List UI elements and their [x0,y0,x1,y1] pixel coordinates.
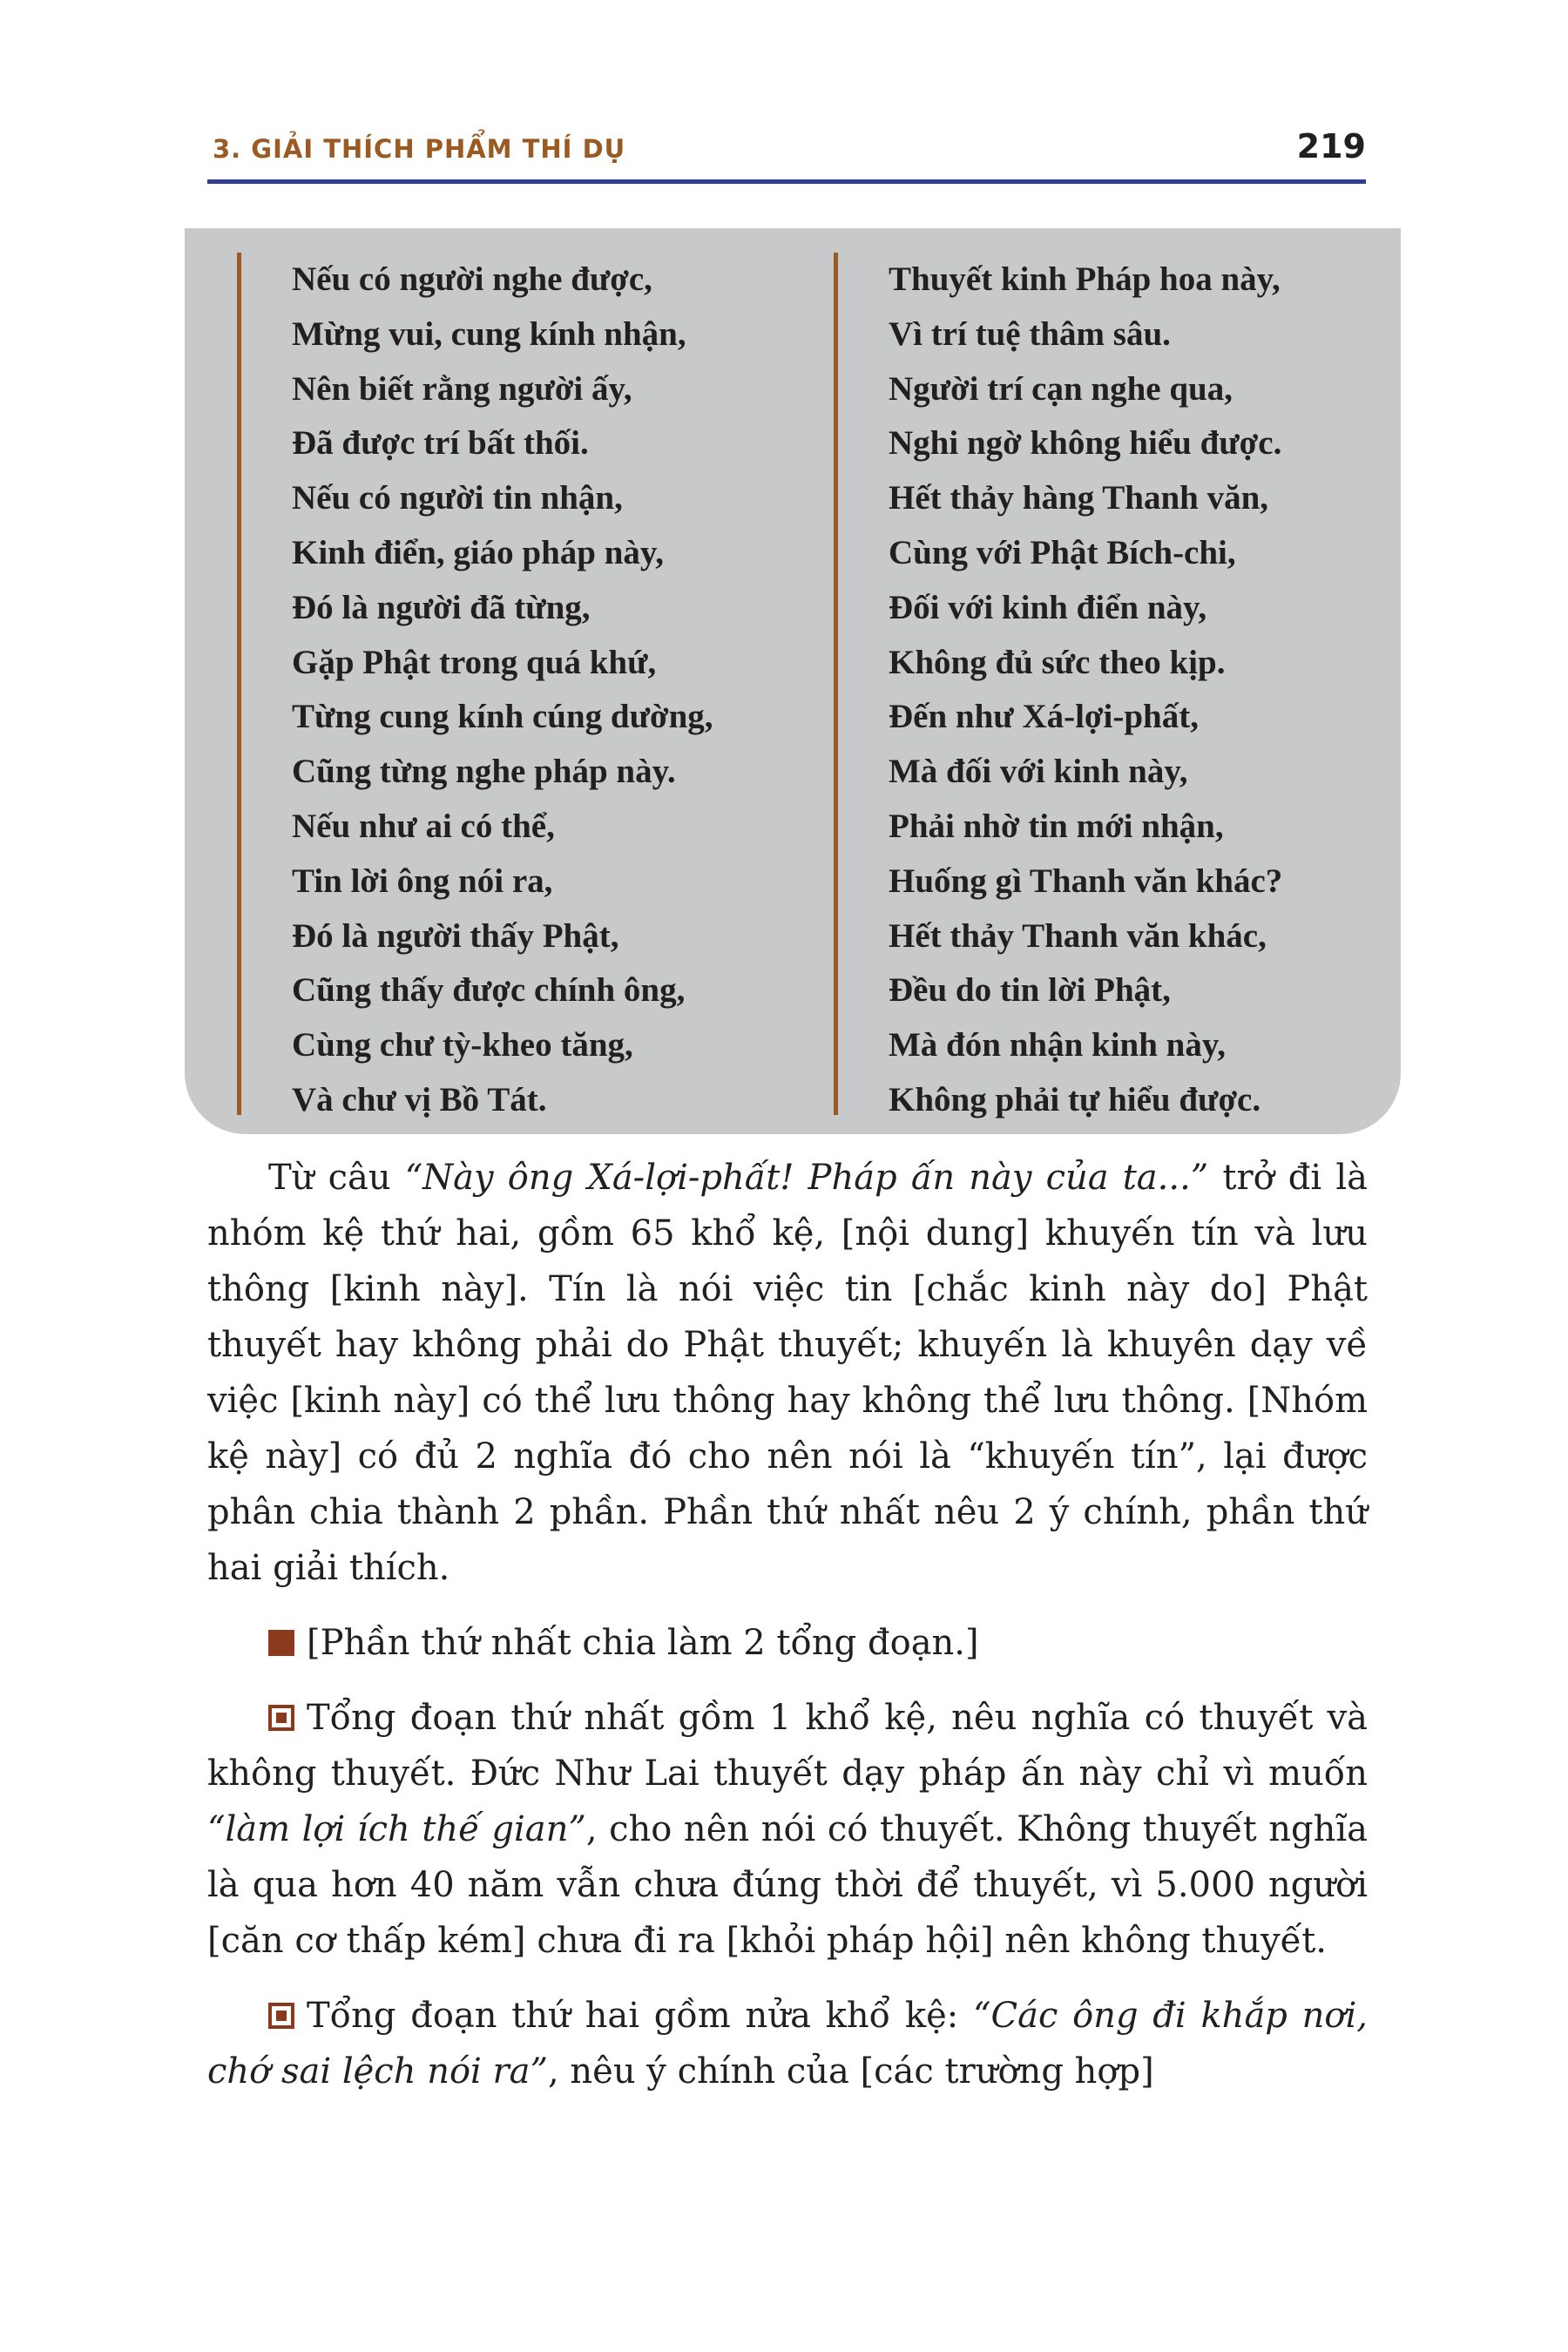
section-heading-text: [Phần thứ nhất chia làm 2 tổng đoạn.] [307,1623,979,1663]
paragraph-text: , nêu ý chính của [các trường hợp] [547,2051,1154,2092]
paragraph-segment-two [207,1988,1368,2099]
verse-line: Nghi ngờ không hiểu được. [889,424,1282,463]
paragraph-text: Tổng đoạn thứ nhất gồm 1 khổ kệ, nêu nghĩa có thuyết và không thuyết. Đức Như Lai thuyết dạy pháp ấn này chỉ vì muốn [207,1698,1368,1794]
verse-line: Nên biết rằng người ấy, [292,369,632,408]
verse-line: Mà đối với kinh này, [889,753,1188,791]
verse-line: Thuyết kinh Pháp hoa này, [889,260,1281,298]
verse-line: Không đủ sức theo kịp. [889,643,1226,681]
verse-line: Đối với kinh điển này, [889,588,1207,626]
verse-line: Cũng từng nghe pháp này. [292,753,676,791]
chapter-title: 3. GIẢI THÍCH PHẨM THÍ DỤ [213,134,626,164]
verse-line: Và chư vị Bồ Tát. [292,1080,547,1119]
paragraph-text: , cho nên nói có thuyết. Không thuyết nghĩa là qua hơn 40 năm vẫn chưa đúng thời để thuyết, vì 5.000 người [căn cơ thấp kém] chưa đi ra [khỏi pháp hội] nên không thuyết. [207,1809,1368,1961]
verse-line: Cùng với Phật Bích-chi, [889,533,1236,571]
verse-line: Đó là người đã từng, [292,588,591,626]
verse-line: Từng cung kính cúng dường, [292,698,713,736]
paragraph-text: Tổng đoạn thứ hai gồm nửa khổ kệ: [307,1996,974,2036]
paragraph-intro [207,1150,1368,1596]
verse-line: Đến như Xá-lợi-phất, [889,698,1199,736]
boxed-square-icon [268,1705,294,1731]
page-number: 219 [1296,127,1366,166]
verse-line: Tin lời ông nói ra, [292,862,553,900]
verse-line: Kinh điển, giáo pháp này, [292,533,665,571]
verse-line: Nếu có người tin nhận, [292,479,623,517]
verse-line: Cùng chư tỳ-kheo tăng, [292,1026,633,1064]
verse-line: Đã được trí bất thối. [292,424,589,463]
verse-line: Đó là người thấy Phật, [292,916,619,955]
verse-line: Nếu như ai có thể, [292,807,555,845]
paragraph-text: Từ câu [268,1158,405,1198]
verse-column-right [834,253,1283,1119]
verse-line: Người trí cạn nghe qua, [889,369,1233,408]
section-heading [207,1615,1368,1671]
quote-text: “làm lợi ích thế gian” [207,1809,586,1849]
verse-line: Đều do tin lời Phật, [889,971,1171,1010]
quote-text: “Các ông đi khắp nơi, chớ sai lệch nói ra” [207,1996,1368,2092]
running-header [207,122,1366,184]
verse-line: Vì trí tuệ thâm sâu. [889,314,1171,353]
verse-line: Phải nhờ tin mới nhận, [889,807,1224,845]
verse-line: Mừng vui, cung kính nhận, [292,314,686,353]
verse-line: Huống gì Thanh văn khác? [889,862,1283,900]
filled-square-icon [268,1630,294,1656]
verse-line: Gặp Phật trong quá khứ, [292,643,657,681]
verse-line: Mà đón nhận kinh này, [889,1026,1226,1064]
verse-line: Nếu có người nghe được, [292,260,652,298]
verse-line: Hết thảy Thanh văn khác, [889,916,1267,955]
verse-line: Không phải tự hiểu được. [889,1080,1261,1119]
paragraph-text: trở đi là nhóm kệ thứ hai, gồm 65 khổ kệ, [nội dung] khuyến tín và lưu thông [kinh này]. Tín là nói việc tin [chắc kinh này do] Phật thuyết hay không phải do Phật thuyết; khuyến là khuyên dạy về việc [kinh này] có thể lưu thông hay không thể lưu thông. [Nhóm kệ này] có đủ 2 nghĩa đó cho nên nói là “khuyến tín”, lại được phân chia thành 2 phần. Phần thứ nhất nêu 2 ý chính, phần thứ hai giải thích. [207,1158,1368,1588]
body-text [207,1150,1368,2099]
boxed-square-icon [268,2003,294,2029]
verse-box [185,228,1401,1134]
verse-line: Cũng thấy được chính ông, [292,971,686,1010]
verse-column-left [237,253,713,1119]
paragraph-segment-one [207,1690,1368,1969]
verse-line: Hết thảy hàng Thanh văn, [889,479,1269,517]
quote-text: “Này ông Xá-lợi-phất! Pháp ấn này của ta...” [404,1158,1209,1198]
